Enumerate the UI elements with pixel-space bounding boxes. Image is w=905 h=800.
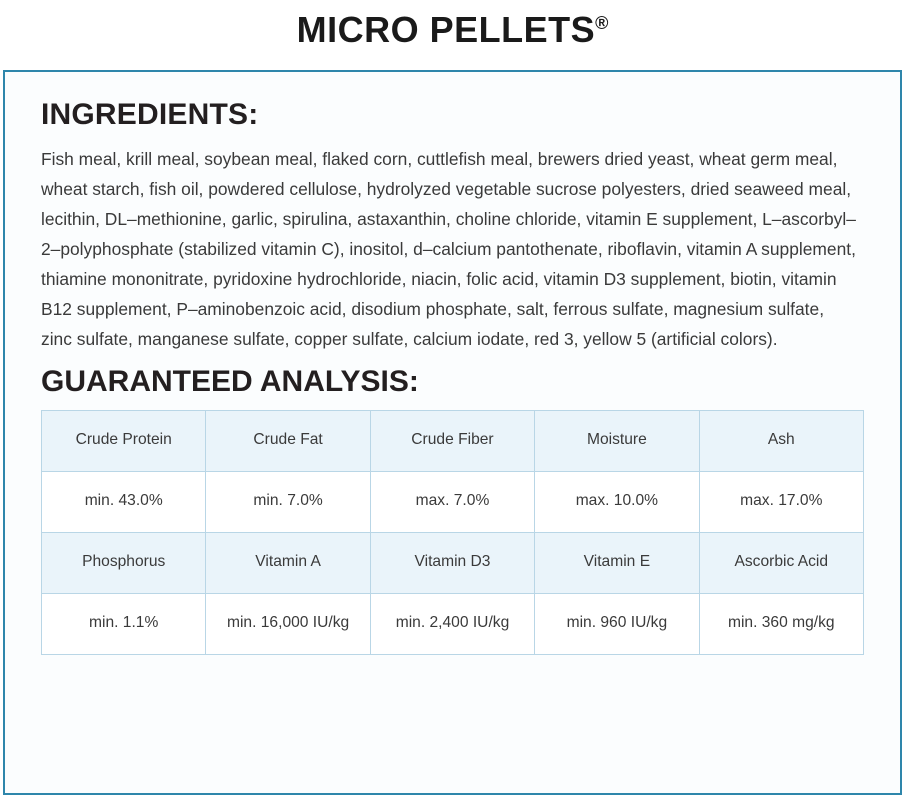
table-value-cell: min. 7.0% [206, 471, 370, 532]
guaranteed-analysis-heading: GUARANTEED ANALYSIS: [41, 364, 419, 398]
table-value-cell: min. 43.0% [42, 471, 206, 532]
table-header-cell: Ascorbic Acid [699, 532, 863, 593]
table-header-cell: Vitamin E [535, 532, 699, 593]
table-header-cell: Crude Protein [42, 410, 206, 471]
table-value-cell: max. 7.0% [370, 471, 534, 532]
table-row [42, 593, 864, 654]
label-panel [3, 70, 902, 795]
table-row [42, 410, 864, 471]
table-header-cell: Vitamin D3 [370, 532, 534, 593]
table-value-cell: min. 960 IU/kg [535, 593, 699, 654]
table-header-cell: Ash [699, 410, 863, 471]
product-name: MICRO PELLETS [296, 9, 596, 50]
table-value-cell: min. 1.1% [42, 593, 206, 654]
table-value-cell: max. 17.0% [699, 471, 863, 532]
table-row [42, 471, 864, 532]
ingredients-text: Fish meal, krill meal, soybean meal, flaked corn, cuttlefish meal, brewers dried yeast, wheat germ meal, wheat starch, fish oil, powdered cellulose, hydrolyzed vegetable sucrose polyesters, dried seaweed meal, lecithin, DL–methionine, garlic, spirulina, astaxanthin, choline chloride, vitamin E supplement, L–ascorbyl–2–polyphosphate (stabilized vitamin C), inositol, d–calcium pantothenate, riboflavin, vitamin A supplement, thiamine mononitrate, pyridoxine hydrochloride, niacin, folic acid, vitamin D3 supplement, biotin, vitamin B12 supplement, P–aminobenzoic acid, disodium phosphate, salt, ferrous sulfate, magnesium sulfate, zinc sulfate, manganese sulfate, copper sulfate, calcium iodate, red 3, yellow 5 (artificial colors). [41, 149, 856, 349]
guaranteed-analysis-table [41, 410, 864, 655]
table-header-cell: Vitamin A [206, 532, 370, 593]
table-value-cell: min. 2,400 IU/kg [370, 593, 534, 654]
table-value-cell: max. 10.0% [535, 471, 699, 532]
ingredients-heading: INGREDIENTS: [41, 98, 259, 131]
table-value-cell: min. 16,000 IU/kg [206, 593, 370, 654]
page-title [0, 0, 905, 62]
table-value-cell: min. 360 mg/kg [699, 593, 863, 654]
table-header-cell: Phosphorus [42, 532, 206, 593]
table-header-cell: Moisture [535, 410, 699, 471]
table-header-cell: Crude Fiber [370, 410, 534, 471]
table-row [42, 532, 864, 593]
table-header-cell: Crude Fat [206, 410, 370, 471]
registered-trademark-symbol: ® [595, 13, 609, 33]
